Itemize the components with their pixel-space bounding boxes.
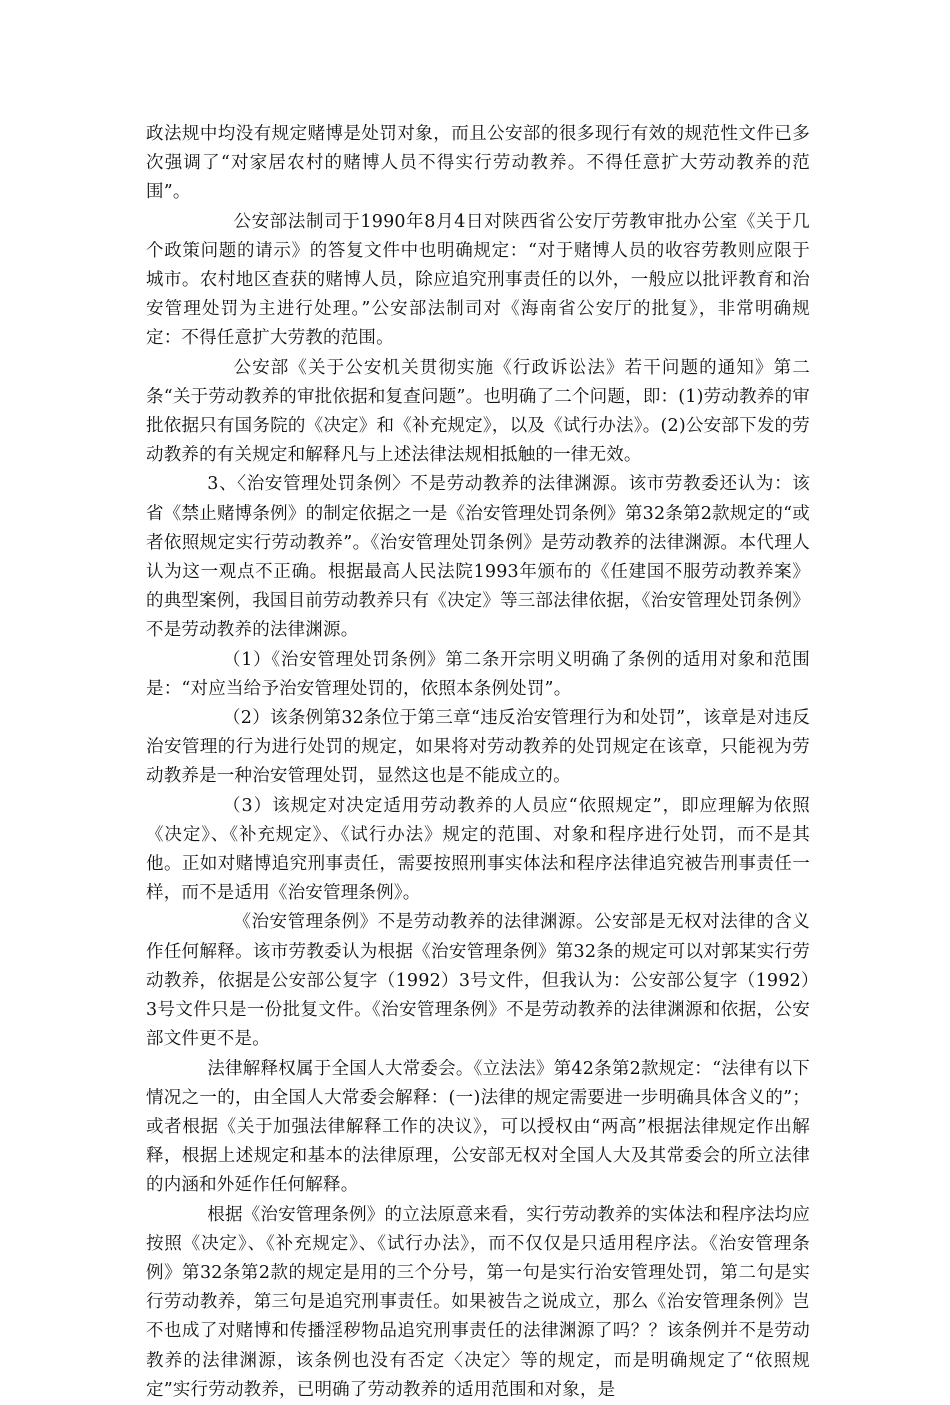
paragraph-not-legal-source: 《治安管理条例》不是劳动教养的法律渊源。公安部是无权对法律的含义作任何解释。该市劳教委认为根据《治安管理条例》第32条的规定可以对郭某实行劳动教养，依据是公安部公复字（1992）3号文件，但我认为：公安部公复字（1992）3号文件只是一份批复文件。《治安管理条例》不是劳动教养的法律渊源和依据，公安部文件更不是。 <box>146 912 810 1050</box>
paragraph-continuation: 政法规中均没有规定赌博是处罚对象，而且公安部的很多现行有效的规范性文件已多次强调了“对家居农村的赌博人员不得实行劳动教养。不得任意扩大劳动教养的范围”。 <box>146 124 810 203</box>
paragraph-point-3: （3）该规定对决定适用劳动教养的人员应“依照规定”，即应理解为依照《决定》、《补充规定》、《试行办法》规定的范围、对象和程序进行处罚，而不是其他。正如对赌博追究刑事责任，需要按照刑事实体法和程序法律追究被告刑事责任一样，而不是适用《治安管理条例》。 <box>146 795 810 904</box>
paragraph-legal-office-reply: 公安部法制司于1990年8月4日对陕西省公安厅劳教审批办公室《关于几个政策问题的请示》的答复文件中也明确规定：“对于赌博人员的收容劳教则应限于城市。农村地区查获的赌博人员，除应追究刑事责任的以外，一般应以批评教育和治安管理处罚为主进行处理。”公安部法制司对《海南省公安厅的批复》，非常明确规定：不得任意扩大劳教的范围。 <box>146 211 810 349</box>
paragraph-point-1: （1）《治安管理处罚条例》第二条开宗明义明确了条例的适用对象和范围是：“对应当给予治安管理处罚的，依照本条例处罚”。 <box>146 649 810 699</box>
paragraph-legislative-intent: 根据《治安管理条例》的立法原意来看，实行劳动教养的实体法和程序法均应按照《决定》、《补充规定》、《试行办法》，而不仅仅是只适用程序法。《治安管理条例》第32条第2款的规定是用的三个分号，第一句是实行治安管理处罚，第二句是实行劳动教养，第三句是追究刑事责任。如果被告之说成立，那么《治安管理条例》岂不也成了对赌博和传播淫秽物品追究刑事责任的法律渊源了吗？？该条例并不是劳动教养的法律渊源，该条例也没有否定〈决定〉等的规定，而是明确规定了“依照规定”实行劳动教养，已明确了劳动教养的适用范围和对象，是 <box>146 1204 810 1400</box>
body-text <box>146 120 810 1405</box>
paragraph-ministry-notice: 公安部《关于公安机关贯彻实施《行政诉讼法》若干问题的通知》第二条“关于劳动教养的审批依据和复查问题”。也明确了二个问题，即：(1)劳动教养的审批依据只有国务院的《决定》和《补充规定》，以及《试行办法》。(2)公安部下发的劳动教养的有关规定和解释凡与上述法律法规相抵触的一律无效。 <box>146 357 810 466</box>
paragraph-section-3: 3、〈治安管理处罚条例〉不是劳动教养的法律渊源。该市劳教委还认为：该省《禁止赌博条例》的制定依据之一是《治安管理处罚条例》第32条第2款规定的“或者依照规定实行劳动教养”。《治安管理处罚条例》是劳动教养的法律渊源。本代理人认为这一观点不正确。根据最高人民法院1993年颁布的《任建国不服劳动教养案》的典型案例，我国目前劳动教养只有《决定》等三部法律依据，《治安管理处罚条例》不是劳动教养的法律渊源。 <box>146 474 810 641</box>
paragraph-interpretation-power: 法律解释权属于全国人大常委会。《立法法》第42条第2款规定：“法律有以下情况之一的，由全国人大常委会解释：(一)法律的规定需要进一步明确具体含义的”；或者根据《关于加强法律解释工作的决议》，可以授权由“两高”根据法律规定作出解释，根据上述规定和基本的法律原理，公安部无权对全国人大及其常委会的所立法律的内涵和外延作任何解释。 <box>146 1058 810 1196</box>
paragraph-point-2: （2）该条例第32条位于第三章“违反治安管理行为和处罚”，该章是对违反治安管理的行为进行处罚的规定，如果将对劳动教养的处罚规定在该章，只能视为劳动教养是一种治安管理处罚，显然这也是不能成立的。 <box>146 708 810 787</box>
